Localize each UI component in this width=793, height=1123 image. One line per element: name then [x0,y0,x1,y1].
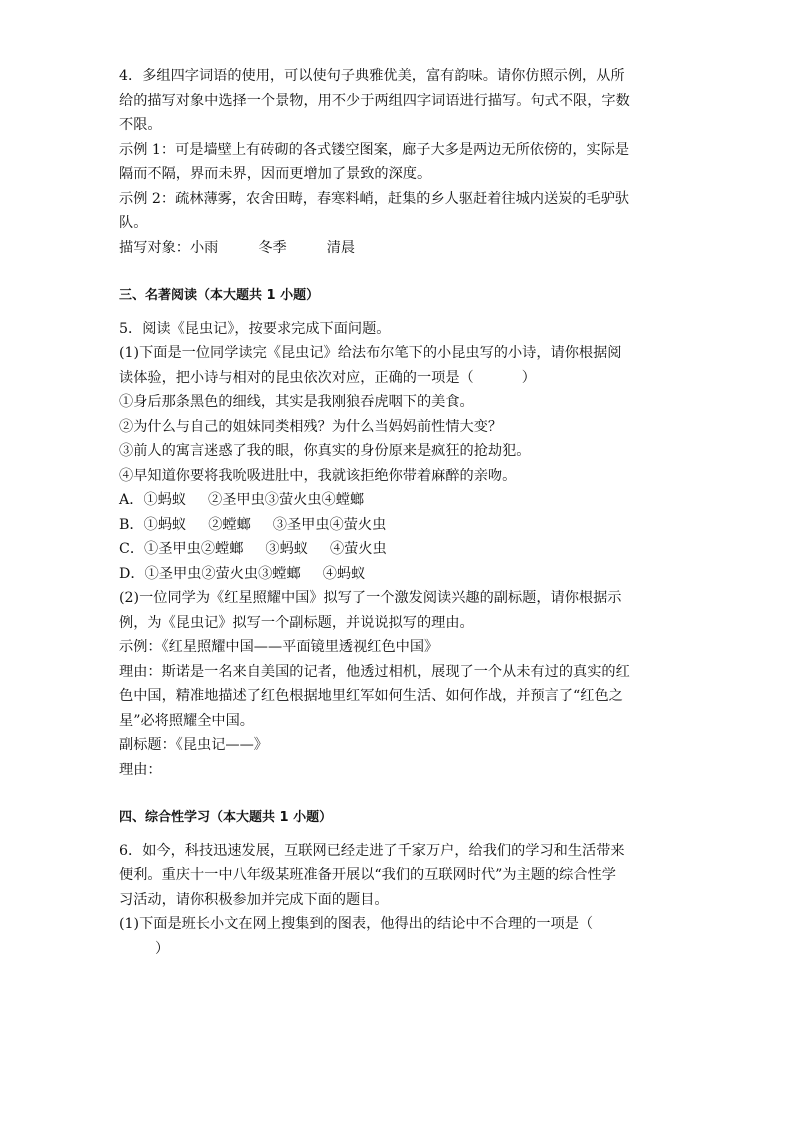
q4-target-1: 小雨 [189,239,219,256]
q4-line-1: 4．多组四字词语的使用，可以使句子典雅优美，富有韵味。请你仿照示例，从所 [119,68,625,84]
option-item: ④螳螂 [321,492,365,508]
q6-line-4: (1)下面是班长小文在网上搜集到的图表，他得出的结论中不合理的一项是（ [119,916,594,932]
q5-poem-4: ④早知道你要将我吮吸进肚中，我就该拒绝你带着麻醉的亲吻。 [119,467,517,484]
q4-targets [119,236,679,261]
option-item: ②萤火虫 [201,565,259,582]
q5-p2-line-2: 例，为《昆虫记》拟写一个副标题，并说说拟写的理由。 [119,614,474,631]
q5-p1-line-1: (1)下面是一位同学读完《昆虫记》给法布尔笔下的小昆虫写的小诗，请你根据阅 [119,345,622,361]
q5-p2-reason-line-1: 理由：斯诺是一名来自美国的记者，他透过相机，展现了一个从未有过的真实的红 [119,663,630,680]
q5-poem-1: ①身后那条黑色的细线，其实是我刚狼吞虎咽下的美食。 [119,394,474,410]
option-letter: B． [119,516,144,533]
q5-option-c [119,537,679,562]
section-4-heading: 四、综合性学习（本大题共 1 小题） [119,810,333,825]
question-4 [119,64,679,260]
option-item: ①圣甲虫 [144,541,201,557]
option-item: ②螳螂 [200,541,244,557]
q4-example-2-line-2: 队。 [119,215,148,231]
exam-page [119,64,679,961]
q5-poem-3: ③前人的寓言迷惑了我的眼，你真实的身份原来是疯狂的抢劫犯。 [119,443,531,459]
option-item: ①蚂蚁 [143,516,187,533]
option-letter: C． [119,541,145,557]
q5-p2-reason-prompt: 理由： [119,761,162,778]
q6-line-2: 便利。重庆十一中八年级某班准备开展以“我们的互联网时代”为主题的综合性学 [119,867,616,883]
q5-p2-subtitle-prompt: 副标题：《昆虫记——》 [119,737,268,753]
q4-line-2: 给的描写对象中选择一个景物，用不少于两组四字词语进行描写。句式不限，字数 [119,92,630,109]
q6-close-paren: ） [155,940,170,957]
option-item: ①圣甲虫 [144,565,202,582]
q4-targets-label: 描写对象： [119,239,190,256]
option-item: ②圣甲虫 [208,492,265,508]
q5-p1-line-2-text: 读体验，把小诗与相对的昆虫依次对应，正确的一项是（ [119,369,474,386]
q5-p1-line-2 [119,366,679,391]
option-item: ①蚂蚁 [143,492,187,508]
q4-example-1-line-1: 示例 1：可是墙壁上有砖砌的各式镂空图案，廊子大多是两边无所依傍的，实际是 [119,141,630,158]
q4-target-3: 清晨 [326,239,356,256]
q6-line-1: 6．如今，科技迅速发展，互联网已经走进了千家万户，给我们的学习和生活带来 [119,842,625,859]
q4-example-1-line-2: 隔而不隔，界而未界，因而更增加了景致的深度。 [119,166,432,182]
q5-p2-example: 示例：《红星照耀中国——平面镜里透视红色中国》 [119,639,439,655]
question-6 [119,839,679,962]
q4-target-2: 冬季 [258,239,287,256]
option-letter: A． [119,492,144,508]
q5-p2-reason-line-3: 星”必将照耀全中国。 [119,712,254,729]
option-item: ④蚂蚁 [322,565,366,582]
option-item: ③蚂蚁 [265,541,308,557]
q5-intro: 5．阅读《昆虫记》，按要求完成下面问题。 [119,320,391,337]
q5-option-d [119,562,679,587]
option-letter: D． [119,565,145,582]
q4-line-3: 不限。 [119,117,162,133]
option-item: ③萤火虫 [264,492,322,508]
option-item: ③圣甲虫 [272,516,330,533]
q5-p1-close-paren: ） [521,369,536,386]
q5-p2-reason-line-2: 色中国，精准地描述了红色根据地里红军如何生活、如何作战，并预言了“红色之 [119,688,623,704]
q6-line-5 [119,937,679,962]
q5-p2-line-1: (2)一位同学为《红星照耀中国》拟写了一个激发阅读兴趣的副标题，请你根据示 [119,590,622,606]
option-item: ②螳螂 [208,516,251,533]
option-item: ④萤火虫 [329,541,387,557]
q5-poem-2: ②为什么与自己的姐妹同类相残？为什么当妈妈前性情大变？ [119,418,503,435]
q5-option-b [119,513,679,538]
q5-option-a [119,488,679,513]
question-5 [119,317,679,783]
section-3-heading: 三、名著阅读（本大题共 1 小题） [119,288,320,303]
option-item: ③螳螂 [258,565,301,582]
q4-example-2-line-1: 示例 2：疏林薄雾，农舍田畴，春寒料峭，赶集的乡人驱赶着往城内送炭的毛驴驮 [119,190,630,207]
q6-line-3: 习活动，请你积极参加并完成下面的题目。 [119,891,389,908]
option-item: ④萤火虫 [329,516,387,533]
